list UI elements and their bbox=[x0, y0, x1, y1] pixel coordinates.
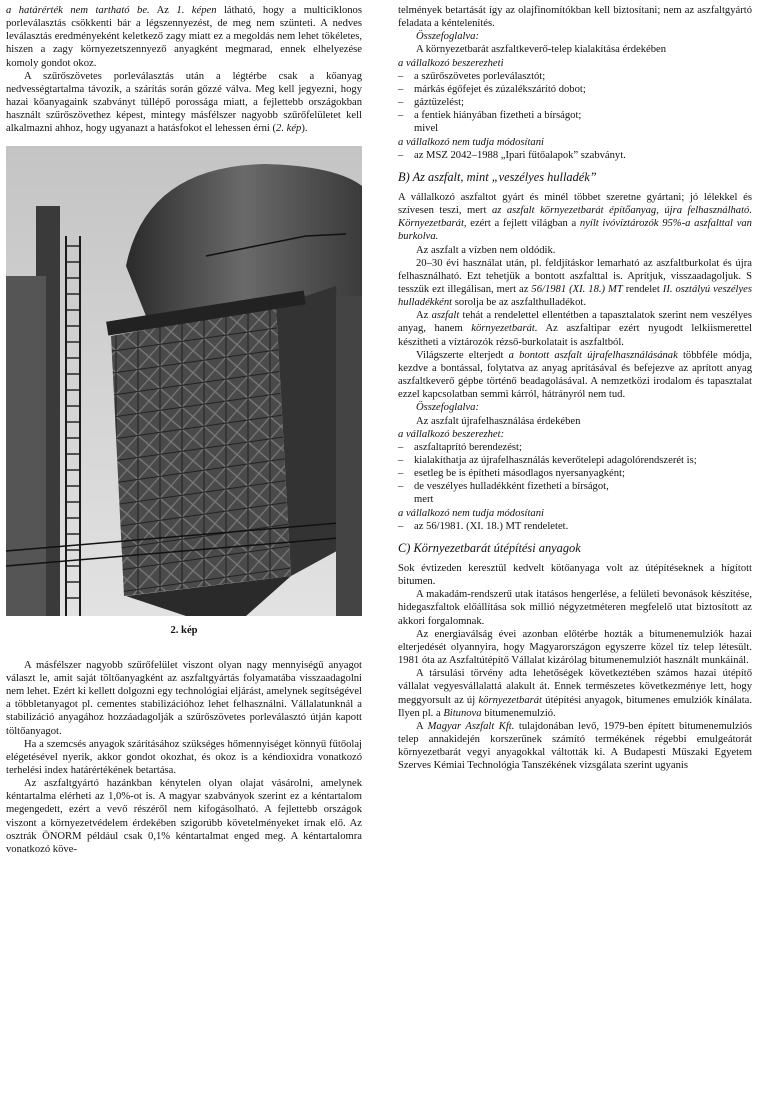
paragraph-continued: telmények betartását így az olajfinomítókban kell biztosítani; nem az aszfaltgyártó feladata a kéntelenítés. bbox=[398, 5, 752, 30]
list-item: – az MSZ 2042–1988 „Ipari fűtőalapok” szabványt. bbox=[398, 149, 626, 161]
left-column bbox=[6, 4, 362, 856]
summary-intro: Az aszfalt újrafelhasználása érdekében bbox=[416, 415, 581, 427]
paragraph-2 bbox=[6, 70, 362, 136]
text-fragment: ). bbox=[301, 123, 308, 135]
list-item: – de veszélyes hulladékként fizetheti a bírságot, bbox=[398, 481, 609, 493]
figure-reference: 2. kép bbox=[276, 123, 302, 135]
paragraph-b3: 20–30 évi használat után, pl. feldjításkor lemarható az aszfaltburkolat és újra felhasználható. Ezt tehetjük a bontott aszfalttal is. Aprítjuk, visszaadagoljuk. S tesszük ezt illegálisan, mert az 56/1981 (XI. 18.) MT rendelet II. osztályú veszélyes hulladékként sorolja be az aszfalthulladékot. bbox=[398, 257, 752, 309]
summary-subject: a vállalkozó beszerezhet: bbox=[398, 428, 505, 440]
summary-subject: a vállalkozó beszerezheti bbox=[398, 57, 504, 69]
paragraph-b4: Az aszfalt tehát a rendelettel ellentétben a tapasztalatok szerint nem veszélyes anyag, hanem környezetbarát. Az aszfaltipar ezért nyugodt lelkiismerettel készítheti a víztározók rézső-burkolatait is aszfaltból. bbox=[398, 310, 752, 348]
paragraph-c5: A Magyar Aszfalt Kft. tulajdonában levő, 1979-ben épített bitumenemulziós telep annakidején korszerűnek számító termékének régebbi emulgeátorát környezetbarát vegyi anyagokkal váltották ki. A Budapesti Műszaki Egyetem Szerves Kémiai Technológia Tanszékének vizsgálata szerint ugyanis bbox=[398, 720, 752, 772]
photo-caption: 2. kép bbox=[170, 624, 198, 636]
list-item: – gáztüzelést; bbox=[398, 97, 464, 109]
list-item: – a szűrőszövetes porleválasztót; bbox=[398, 70, 546, 82]
text-fragment: Az bbox=[149, 5, 177, 16]
paragraph-c3: Az energiaválság évei azonban előtérbe hozták a bitumenemulziók hazai elterjedését olyannyira, hogy Magyarországon egyszerre közel tíz telep létesült. 1981 óta az Aszfaltútépítő Vállalat kizárólag bitumenemulziót használt munkáinál. bbox=[398, 628, 752, 667]
summary-subject: a vállalkozó nem tudja módosítani bbox=[398, 136, 544, 148]
industrial-plant-photo bbox=[6, 146, 362, 616]
paragraph-c1: Sok évtizeden keresztül kedvelt kötőanyaga volt az útépítéseknek a hígított bitumen. bbox=[398, 562, 752, 588]
list-item: – az 56/1981. (XI. 18.) MT rendeletet. bbox=[398, 520, 569, 532]
summary-subject: a vállalkozó nem tudja módosítani bbox=[398, 507, 544, 519]
right-column bbox=[398, 4, 752, 772]
list-item: – aszfaltaprító berendezést; bbox=[398, 441, 522, 453]
photo-illustration bbox=[6, 146, 362, 616]
italic-fragment: a határérték nem tartható be. bbox=[6, 5, 150, 16]
list-item: – kialakíthatja az újrafelhasználás keverőtelepi adagolórendszerét is; bbox=[398, 455, 697, 466]
list-item: – esetleg be is építheti másodlagos nyersanyagként; bbox=[398, 468, 625, 480]
text-fragment: A szűrőszövetes porleválasztás után a légtérbe csak a kőanyag nedvességtartalma távozik, a szárítás során gőzzé válva. Meg kell jegyezni, hogy hazai kőanyagaink szabványt túllépő porossága miatt, a fejlettebb országokban használt szűrőszövethez képest, mintegy másfélszer nagyobb szűrőfelületet kell alkalmazni ahhoz, hogy ugyanazt a hatásfokot el lehessen érni ( bbox=[6, 70, 362, 135]
summary-heading: Összefoglalva: bbox=[416, 402, 479, 414]
paragraph-b2: Az aszfalt a vízben nem oldódik. bbox=[416, 244, 556, 256]
paragraph-b1: A vállalkozó aszfaltot gyárt és minél többet szeretne gyártani; jó lélekkel és szívesen teszi, mert az aszfalt környezetbarát építőanyag, újra felhasználható. Környezetbarát, ezért a fejlett világban a nyílt ivóvíztározók 95%-a aszfalttal van burkolva. bbox=[398, 191, 752, 243]
paragraph-4: Ha a szemcsés anyagok szárításához szükséges hőmennyiséget könnyű fűtőolaj elégetésével nyerik, akkor gondot okozhat, és okoz is a kéndioxidra vonatkozó terhelési index határértékének betartása. bbox=[6, 738, 362, 776]
paragraph-c4: A társulási törvény adta lehetőségek következtében számos hazai útépítő vállalat vegyesvállalattá alakult át. Ennek természetes következménye lett, hogy meggyorsult az új környezetbarát útépítési anyagok, bitumenes emulziók kínálata. Ilyen pl. a Bitunova bitumenemulzió. bbox=[398, 668, 752, 719]
section-heading-b: B) Az aszfalt, mint „veszélyes hulladék” bbox=[398, 169, 597, 184]
paragraph-3: A másfélszer nagyobb szűrőfelület viszont olyan nagy mennyiségű anyagot választ le, amit saját töltőanyagként az aszfaltgyártás folyamatába visszaadagolni nem lehet. Ezért ki kellett dolgozni egy technológiai eljárást, amelynek segítségével a többletanyagot pl. cementes stabilizációhoz lehet felhasználni. Vállalatunknál a stabilizáció anyagához hozzáadagolják a szűrőszövetes porleválasztó útján kapott töltőanyagot. bbox=[6, 659, 362, 737]
list-connector: mivel bbox=[414, 123, 439, 135]
text-fragment: látható, hogy a multiciklonos porleválasztás csökkenti bár a légszennyezést, de meg nem szünteti. A nedves leválasztás eredményeként keletkező zagy miatt ez a megoldás nem lehet tökéletes, hiszen a zagy környezetszennyező anyagként megmarad, ennek elhelyezése komoly gondot okoz. bbox=[6, 5, 362, 69]
paragraph-5: Az aszfaltgyártó hazánkban kénytelen olyan olajat vásárolni, amelynek kéntartalma elérheti az 1,0%-ot is. A magyar szabványok szerint ez a kéntartalom megengedett, ezért a vevő részéről nem kifogásolható. A fejlettebb országok viszont a környezetvédelem érdekében szigorúbb követelményeket írnak elő. Az osztrák ÖNORM például csak 0,1% kéntartalmat enged meg. A kéntartalomra vonatkozó köve- bbox=[6, 778, 362, 855]
list-item: – a fentiek hiányában fizetheti a bírságot; bbox=[398, 110, 582, 122]
paragraph-c2: A makadám-rendszerű utak itatásos hengerlése, a felületi bevonások készítése, hidegaszfaltok előállítása sok millió négyzetméteren megfelelő utat biztosított az akkori forgalomnak. bbox=[398, 589, 752, 627]
paragraph-b5: Világszerte elterjedt a bontott aszfalt újrafelhasználásának többféle módja, kezdve a bontással, folytatva az anyag aprításával és befejezve az aprított anyag aszfaltkeverő gépbe történő beadagolásával. A nemzetközi irodalom és tapasztalat ezzel kapcsolatban semmi kárról, hátrányról nem tud. bbox=[398, 349, 752, 401]
section-heading-c: C) Környezetbarát útépítési anyagok bbox=[398, 540, 581, 555]
paragraph-1 bbox=[6, 4, 362, 70]
figure-reference: 1. képen bbox=[176, 5, 217, 16]
summary-heading: Összefoglalva: bbox=[416, 31, 479, 43]
list-item: – márkás égőfejet és zúzalékszárító dobot; bbox=[398, 83, 586, 95]
list-connector: mert bbox=[414, 494, 434, 506]
summary-intro: A környezetbarát aszfaltkeverő-telep kialakítása érdekében bbox=[416, 44, 666, 56]
